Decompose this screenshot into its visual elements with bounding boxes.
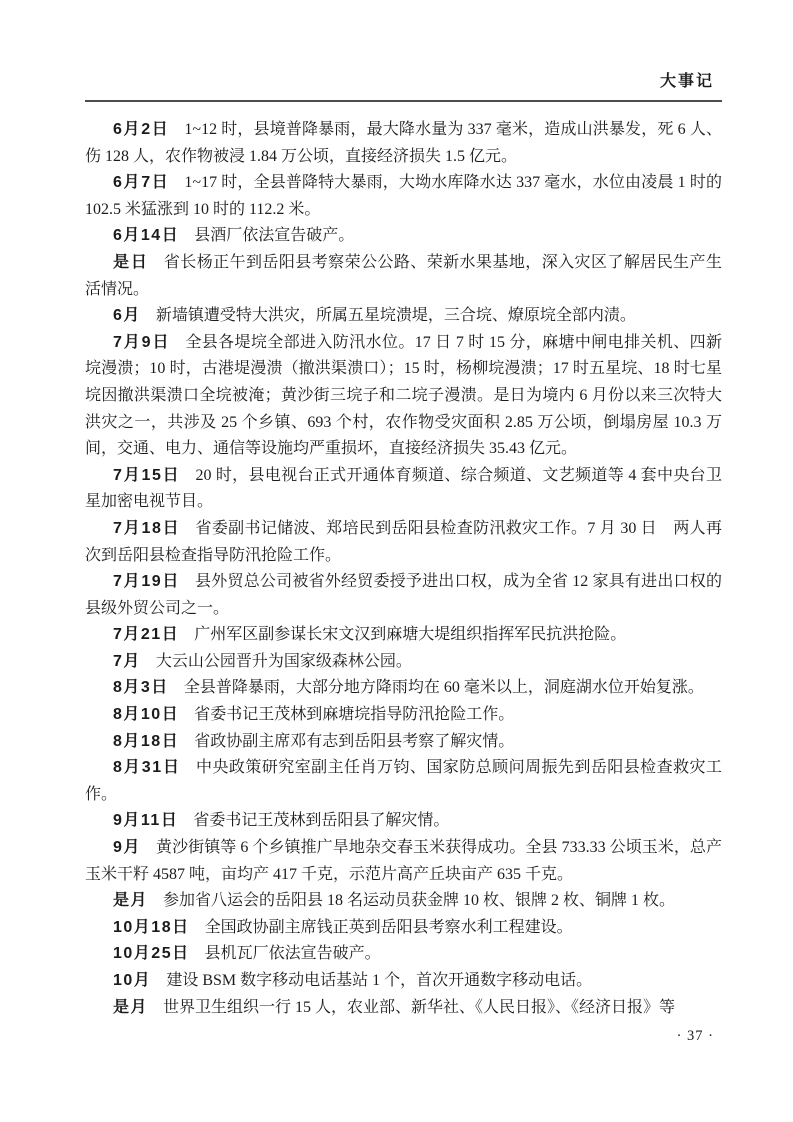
entry-text: 全县各堤垸全部进入防汛水位。17 日 7 时 15 分，麻塘中闸电排关机、四新垸漫溃；10 时，古港堤漫溃（撤洪渠溃口）；15 时，杨柳垸漫溃；17 时五星垸、18 时七星垸因撤洪渠溃口全垸被淹；黄沙街三垸子和二垸子漫溃。是日为境内 6 月份以来三次特大洪灾之一，共涉及 25 个乡镇、693 个村，农作物受灾面积 2.85 万公顷，倒塌房屋 10.3 万间，交通、电力、通信等设施均严重损坏，直接经济损失 35.43 亿元。 [85, 333, 722, 458]
entry-date: 7月19日 [113, 573, 181, 591]
entry-date: 8月3日 [113, 679, 169, 697]
chronicle-entry [85, 330, 722, 463]
entry-text: 县机瓦厂依法宣告破产。 [204, 945, 381, 963]
entry-date: 6月14日 [113, 227, 180, 245]
chronicle-entry [85, 808, 722, 835]
entry-date: 是月 [113, 892, 149, 910]
chronicle-entry [85, 888, 722, 915]
entry-text: 新墙镇遭受特大洪灾，所属五星垸溃堤，三合垸、燎原垸全部内渍。 [155, 307, 636, 325]
entry-date: 是月 [113, 998, 149, 1016]
entry-date: 10月18日 [113, 918, 190, 936]
page-number: · 37 · [676, 1028, 714, 1044]
entry-date: 8月18日 [113, 732, 180, 750]
entry-text: 省委书记王茂林到麻塘垸指导防汛抢险工作。 [194, 706, 515, 724]
entry-text: 省委书记王茂林到岳阳县了解灾情。 [193, 812, 450, 830]
chronicle-entry [85, 516, 722, 569]
chronicle-entry [85, 915, 722, 942]
entry-date: 6月7日 [113, 174, 170, 192]
entry-text: 参加省八运会的岳阳县 18 名运动员获金牌 10 枚、银牌 2 枚、铜牌 1 枚。 [163, 892, 676, 910]
chronicle-entry [85, 649, 722, 676]
chronicle-entry [85, 117, 722, 170]
entry-text: 世界卫生组织一行 15 人，农业部、新华社、《人民日报》、《经济日报》等 [163, 998, 676, 1016]
chronicle-entry [85, 303, 722, 330]
entry-text: 省长杨正午到岳阳县考察荣公公路、荣新水果基地，深入灾区了解居民生产生活情况。 [85, 253, 722, 298]
chronicle-entry [85, 729, 722, 756]
chronicle-entry [85, 223, 722, 250]
entry-text: 全县普降暴雨，大部分地方降雨均在 60 毫米以上，洞庭湖水位开始复涨。 [183, 679, 704, 697]
chronicle-entry [85, 170, 722, 223]
chronicle-entry [85, 755, 722, 808]
entry-text: 县外贸总公司被省外经贸委授予进出口权，成为全省 12 家具有进出口权的县级外贸公司之一。 [85, 573, 722, 617]
entry-text: 1~12 时，县境普降暴雨，最大降水量为 337 毫米，造成山洪暴发，死 6 人、伤 128 人，农作物被浸 1.84 万公顷，直接经济损失 1.5 亿元。 [85, 121, 722, 165]
entry-text: 县酒厂依法宣告破产。 [194, 227, 355, 245]
entry-date: 7月18日 [113, 519, 181, 537]
entry-date: 8月10日 [113, 706, 180, 724]
entry-date: 8月31日 [113, 759, 181, 777]
entry-date: 6月 [113, 307, 141, 325]
entry-date: 7月 [113, 652, 141, 670]
chronicle-entry [85, 569, 722, 622]
entry-date: 9月 [113, 839, 142, 857]
entry-date: 7月21日 [113, 626, 180, 644]
entry-text: 黄沙街镇等 6 个乡镇推广旱地杂交春玉米获得成功。全县 733.33 公顷玉米，总产玉米干籽 4587 吨，亩均产 417 千克，示范片高产丘块亩产 635 千克。 [85, 839, 722, 883]
entry-date: 9月11日 [113, 812, 179, 830]
header-rule [85, 100, 722, 102]
entry-text: 1~17 时，全县普降特大暴雨，大坳水库降水达 337 毫水，水位由凌晨 1 时的 102.5 米猛涨到 10 时的 112.2 米。 [85, 174, 722, 218]
chronicle-entry [85, 968, 722, 995]
entry-text: 大云山公园晋升为国家级森林公园。 [155, 652, 412, 670]
entry-text: 广州军区副参谋长宋文汉到麻塘大堤组织指挥军民抗洪抢险。 [194, 626, 627, 644]
chronicle-content [85, 117, 722, 1021]
chronicle-entry [85, 702, 722, 729]
entry-text: 20 时，县电视台正式开通体育频道、综合频道、文艺频道等 4 套中央台卫星加密电视节目。 [85, 466, 722, 511]
chronicle-entry [85, 675, 722, 702]
entry-date: 7月9日 [113, 333, 171, 351]
entry-text: 省政协副主席邓有志到岳阳县考察了解灾情。 [194, 732, 515, 750]
chronicle-entry [85, 835, 722, 888]
running-head-title: 大事记 [659, 73, 714, 90]
chronicle-entry [85, 995, 722, 1022]
chronicle-entry [85, 463, 722, 516]
entry-date: 10月25日 [113, 945, 190, 963]
chronicle-entry [85, 250, 722, 303]
chronicle-entry [85, 622, 722, 649]
entry-text: 中央政策研究室副主任肖万钧、国家防总顾问周振先到岳阳县检查救灾工作。 [85, 759, 722, 803]
entry-text: 全国政协副主席钱正英到岳阳县考察水利工程建设。 [204, 918, 573, 936]
entry-date: 是日 [113, 253, 149, 271]
chronicle-entry [85, 941, 722, 968]
entry-date: 7月15日 [113, 466, 181, 484]
entry-date: 10月 [113, 972, 152, 989]
entry-date: 6月2日 [113, 121, 170, 138]
entry-text: 省委副书记储波、郑培民到岳阳县检查防汛救灾工作。7 月 30 日 两人再次到岳阳县检查指导防汛抢险工作。 [85, 519, 722, 564]
entry-text: 建设 BSM 数字移动电话基站 1 个，首次开通数字移动电话。 [166, 972, 593, 989]
